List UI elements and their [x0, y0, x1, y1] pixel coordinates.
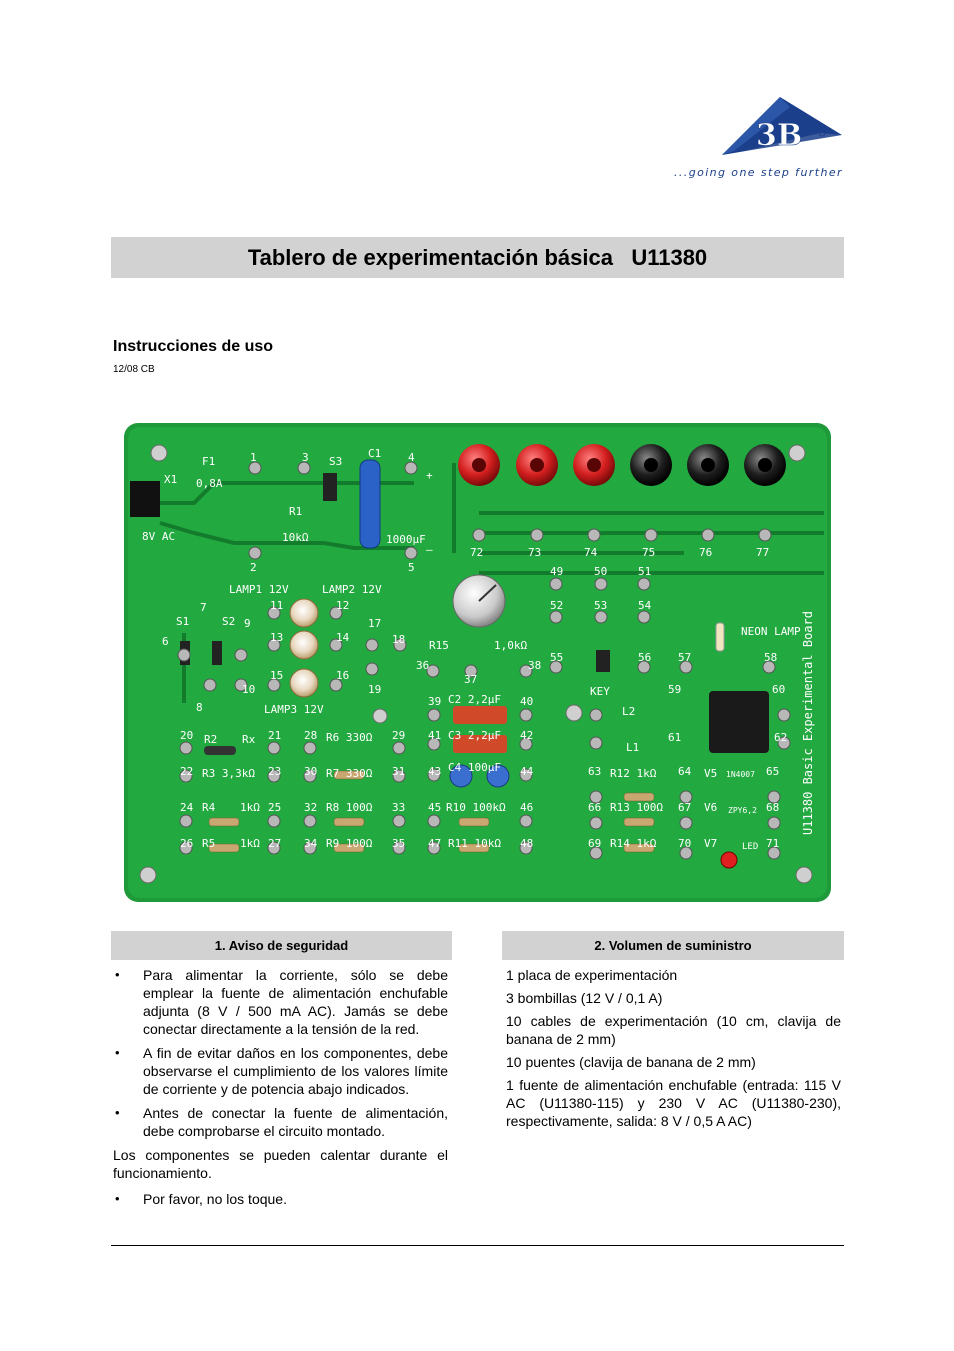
- label-r11: R11 10kΩ: [448, 837, 501, 850]
- label-minus: –: [426, 543, 433, 556]
- safety-bullet: [113, 1044, 448, 1098]
- terminal-number: 3: [302, 451, 309, 464]
- label-c2: C2 2,2µF: [448, 693, 501, 706]
- label-c1-value: 1000µF: [386, 533, 426, 546]
- label-c3: C3 2,2µF: [448, 729, 501, 742]
- supply-section: [506, 966, 841, 1135]
- supply-item: 10 cables de experimentación (10 cm, clavija de banana de 2 mm): [506, 1013, 841, 1047]
- terminal-number: 16: [336, 669, 350, 682]
- supply-item: 1 placa de experimentación: [506, 967, 678, 983]
- terminal-number: 26: [180, 837, 194, 850]
- terminal-number: 48: [520, 837, 534, 850]
- bullet-dot-icon: •: [115, 967, 120, 982]
- safety-heading: 1. Aviso de seguridad: [111, 931, 452, 960]
- terminal-number: 59: [668, 683, 682, 696]
- terminal-number: 1: [250, 451, 257, 464]
- terminal-number: 12: [336, 599, 350, 612]
- terminal-number: 62: [774, 731, 788, 744]
- terminal-number: 44: [520, 765, 534, 778]
- terminal-number: 39: [428, 695, 442, 708]
- terminal-number: 36: [416, 659, 430, 672]
- label-r1: R1: [289, 505, 303, 518]
- terminal-number: 28: [304, 729, 318, 742]
- terminal-number: 63: [588, 765, 602, 778]
- terminal-number: 40: [520, 695, 534, 708]
- terminal-number: 70: [678, 837, 692, 850]
- terminal-number: 50: [594, 565, 608, 578]
- label-lamp2: LAMP2 12V: [322, 583, 382, 596]
- terminal-number: 14: [336, 631, 350, 644]
- terminal-number: 37: [464, 673, 478, 686]
- supply-item: 1 fuente de alimentación enchufable (entrada: 115 V AC (U11380-115) y 230 V AC (U11380-230), respectivamente, salida: 8 V / 0,5 A AC): [506, 1077, 841, 1129]
- label-x1: X1: [164, 473, 178, 486]
- label-r10: R10 100kΩ: [446, 801, 506, 814]
- terminal-number: 2: [250, 561, 257, 574]
- terminal-number: 60: [772, 683, 786, 696]
- terminal-number: 43: [428, 765, 442, 778]
- label-supply: 8V AC: [142, 530, 176, 543]
- terminal-number: 66: [588, 801, 602, 814]
- terminal-number: 53: [594, 599, 608, 612]
- terminal-number: 35: [392, 837, 406, 850]
- terminal-number: 58: [764, 651, 778, 664]
- page-title: Tablero de experimentación básica U11380: [247, 244, 708, 270]
- safety-bullet: [113, 1104, 448, 1140]
- label-rx: Rx: [242, 733, 256, 746]
- label-r15: R15: [429, 639, 449, 652]
- label-r9: R9 100Ω: [326, 837, 373, 850]
- label-r6: R6 330Ω: [326, 731, 373, 744]
- label-r8: R8 100Ω: [326, 801, 373, 814]
- title-bar: [111, 237, 844, 278]
- terminal-number: 8: [196, 701, 203, 714]
- terminal-number: 76: [699, 546, 713, 559]
- terminal-number: 72: [470, 546, 484, 559]
- terminal-number: 21: [268, 729, 282, 742]
- terminal-number: 49: [550, 565, 564, 578]
- terminal-number: 42: [520, 729, 534, 742]
- terminal-number: 29: [392, 729, 406, 742]
- label-lamp1: LAMP1 12V: [229, 583, 289, 596]
- terminal-number: 34: [304, 837, 318, 850]
- label-f1: F1: [202, 455, 216, 468]
- label-fuse: 0,8A: [196, 477, 223, 490]
- date-code: 12/08 CB: [113, 364, 155, 375]
- terminal-number: 67: [678, 801, 692, 814]
- terminal-number: 69: [588, 837, 602, 850]
- label-neon: NEON LAMP: [741, 625, 801, 638]
- terminal-number: 7: [200, 601, 207, 614]
- terminal-number: 74: [584, 546, 598, 559]
- terminal-number: 25: [268, 801, 282, 814]
- label-r14: R14 1kΩ: [610, 837, 657, 850]
- terminal-number: 64: [678, 765, 692, 778]
- terminal-number: 32: [304, 801, 318, 814]
- label-r4: R4: [202, 801, 216, 814]
- terminal-number: 77: [756, 546, 770, 559]
- bullet-dot-icon: •: [115, 1105, 120, 1120]
- label-r2: R2: [204, 733, 218, 746]
- terminal-number: 55: [550, 651, 564, 664]
- terminal-number: 41: [428, 729, 442, 742]
- label-l1: L1: [626, 741, 640, 754]
- terminal-number: 46: [520, 801, 534, 814]
- terminal-number: 22: [180, 765, 194, 778]
- terminal-number: 33: [392, 801, 406, 814]
- safety-section: [113, 966, 448, 1214]
- label-r4-value: 1kΩ: [240, 801, 260, 814]
- terminal-number: 11: [270, 599, 284, 612]
- label-r5-value: 1kΩ: [240, 837, 260, 850]
- logo-text: 3B: [756, 118, 803, 153]
- terminal-number: 38: [528, 659, 542, 672]
- safety-bullet-text: Por favor, no los toque.: [143, 1191, 287, 1207]
- terminal-number: 5: [408, 561, 415, 574]
- label-r5: R5: [202, 837, 216, 850]
- terminal-number: 71: [766, 837, 780, 850]
- terminal-number: 47: [428, 837, 442, 850]
- label-r7: R7 330Ω: [326, 767, 373, 780]
- label-r13: R13 100Ω: [610, 801, 663, 814]
- label-r12: R12 1kΩ: [610, 767, 657, 780]
- label-l2: L2: [622, 705, 636, 718]
- label-c4: C4 100µF: [448, 761, 501, 774]
- safety-bullet-text: Para alimentar la corriente, sólo se debe emplear la fuente de alimentación enchufable adjunta (8 V / 500 mA AC). Jamás se debe conectar directamente a la tensión de la red.: [143, 967, 448, 1037]
- terminal-number: 51: [638, 565, 652, 578]
- terminal-number: 57: [678, 651, 692, 664]
- terminal-number: 52: [550, 599, 564, 612]
- terminal-number: 23: [268, 765, 282, 778]
- label-r1-value: 10kΩ: [282, 531, 309, 544]
- terminal-number: 75: [642, 546, 656, 559]
- terminal-number: 19: [368, 683, 382, 696]
- terminal-number: 68: [766, 801, 780, 814]
- terminal-number: 54: [638, 599, 652, 612]
- label-r15-value: 1,0kΩ: [494, 639, 528, 652]
- terminal-number: 56: [638, 651, 652, 664]
- terminal-number: 30: [304, 765, 318, 778]
- terminal-number: 24: [180, 801, 194, 814]
- supply-heading: 2. Volumen de suministro: [502, 931, 844, 960]
- label-c1: C1: [368, 447, 382, 460]
- label-key: KEY: [590, 685, 610, 698]
- supply-item: 3 bombillas (12 V / 0,1 A): [506, 990, 663, 1006]
- document-subtitle: Instrucciones de uso: [113, 338, 274, 355]
- terminal-number: 6: [162, 635, 169, 648]
- label-v7: V7: [704, 837, 718, 850]
- label-lamp3: LAMP3 12V: [264, 703, 324, 716]
- bullet-dot-icon: •: [115, 1045, 120, 1060]
- label-s2: S2: [222, 615, 236, 628]
- terminal-number: 27: [268, 837, 282, 850]
- label-v5: V5: [704, 767, 718, 780]
- terminal-number: 18: [392, 633, 406, 646]
- supply-item: 10 puentes (clavija de banana de 2 mm): [506, 1054, 756, 1070]
- safety-note: Los componentes se pueden calentar durante el funcionamiento.: [113, 1147, 448, 1181]
- safety-bullet: [113, 1190, 448, 1208]
- terminal-number: 73: [528, 546, 542, 559]
- terminal-number: 9: [244, 617, 251, 630]
- safety-bullet-text: A fin de evitar daños en los componentes, debe observarse el cumplimiento de los valores límite de corriente y de potencia abajo indicados.: [143, 1045, 448, 1097]
- bullet-dot-icon: •: [115, 1191, 120, 1206]
- label-led: LED: [742, 842, 759, 852]
- label-s1: S1: [176, 615, 190, 628]
- footer-divider: [111, 1245, 844, 1246]
- terminal-number: 4: [408, 451, 415, 464]
- terminal-number: 61: [668, 731, 682, 744]
- terminal-number: 20: [180, 729, 194, 742]
- terminal-number: 13: [270, 631, 284, 644]
- label-v6-part: ZPY6,2: [728, 806, 757, 815]
- label-r3: R3 3,3kΩ: [202, 767, 255, 780]
- brand-tagline: ...going one step further: [674, 166, 843, 179]
- label-plus: +: [426, 469, 433, 482]
- terminal-number: 15: [270, 669, 284, 682]
- terminal-number: 17: [368, 617, 382, 630]
- terminal-number: 31: [392, 765, 406, 778]
- label-side: U11380 Basic Experimental Board: [801, 611, 815, 835]
- label-v6: V6: [704, 801, 718, 814]
- experiment-board-photo: [124, 423, 831, 902]
- terminal-number: 45: [428, 801, 442, 814]
- safety-bullet: [113, 966, 448, 1038]
- safety-bullet-text: Antes de conectar la fuente de alimentación, debe comprobarse el circuito montado.: [143, 1105, 448, 1139]
- label-v5-part: 1N4007: [726, 770, 755, 779]
- terminal-number: 65: [766, 765, 780, 778]
- label-s3: S3: [329, 455, 343, 468]
- terminal-number: 10: [242, 683, 256, 696]
